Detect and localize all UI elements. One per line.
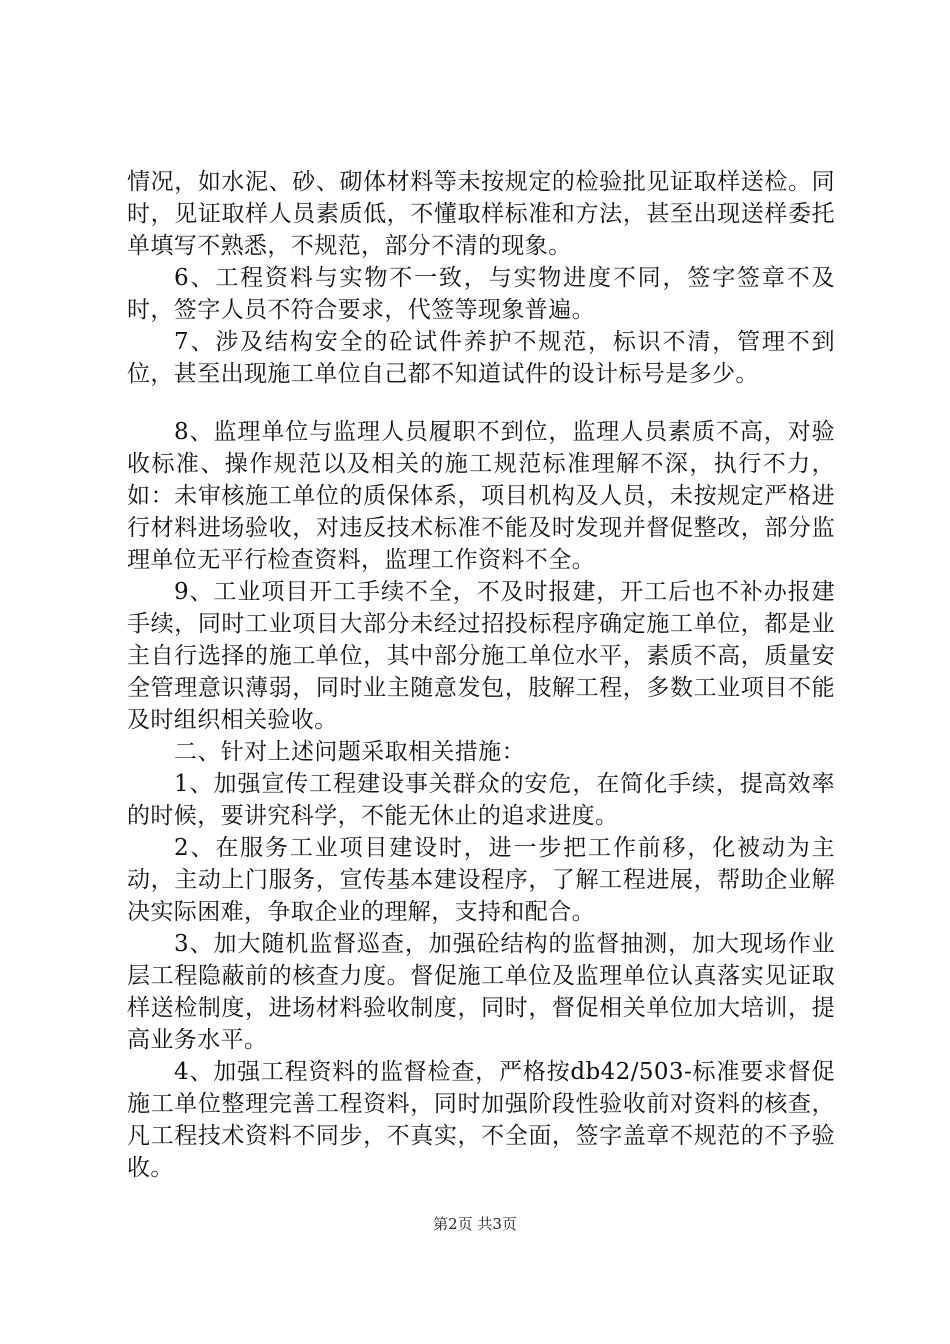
paragraph-item-7: 7、涉及结构安全的砼试件养护不规范，标识不清，管理不到位，甚至出现施工单位自己都不知道试件的设计标号是多少。 [127,329,835,387]
page-number-footer: 第2页 共3页 [433,1215,517,1233]
document-body [127,166,835,1184]
paragraph-item-9: 9、工业项目开工手续不全，不及时报建，开工后也不补办报建手续，同时工业项目大部分未经过招投标程序确定施工单位，都是业主自行选择的施工单位，其中部分施工单位水平，素质不高，质量安全管理意识薄弱，同时业主随意发包，肢解工程，多数工业项目不能及时组织相关验收。 [127,579,835,733]
paragraph-gap [127,390,835,416]
measure-item-1: 1、加强宣传工程建设事关群众的安危，在简化手续，提高效率的时候，要讲究科学，不能无休止的追求进度。 [127,771,835,829]
paragraph-continuation: 情况，如水泥、砂、砌体材料等未按规定的检验批见证取样送检。同时，见证取样人员素质低，不懂取样标准和方法，甚至出现送样委托单填写不熟悉，不规范，部分不清的现象。 [127,169,835,259]
section-heading-measures: 二、针对上述问题采取相关措施： [174,739,525,765]
measure-item-3: 3、加大随机监督巡查，加强砼结构的监督抽测，加大现场作业层工程隐蔽前的核查力度。督促施工单位及监理单位认真落实见证取样送检制度，进场材料验收制度，同时，督促相关单位加大培训，提高业务水平。 [127,931,835,1053]
paragraph-item-8: 8、监理单位与监理人员履职不到位，监理人员素质不高，对验收标准、操作规范以及相关的施工规范标准理解不深，执行不力，如：未审核施工单位的质保体系，项目机构及人员，未按规定严格进行材料进场验收，对违反技术标准不能及时发现并督促整改，部分监理单位无平行检查资料，监理工作资料不全。 [127,419,835,573]
measure-item-4: 4、加强工程资料的监督检查，严格按db42/503-标准要求督促施工单位整理完善工程资料，同时加强阶段性验收前对资料的核查，凡工程技术资料不同步，不真实，不全面，签字盖章不规范的不予验收。 [127,1059,835,1181]
measure-item-2: 2、在服务工业项目建设时，进一步把工作前移，化被动为主动，主动上门服务，宣传基本建设程序，了解工程进展，帮助企业解决实际困难，争取企业的理解，支持和配合。 [127,835,835,925]
paragraph-item-6: 6、工程资料与实物不一致，与实物进度不同，签字签章不及时，签字人员不符合要求，代签等现象普遍。 [127,265,835,323]
